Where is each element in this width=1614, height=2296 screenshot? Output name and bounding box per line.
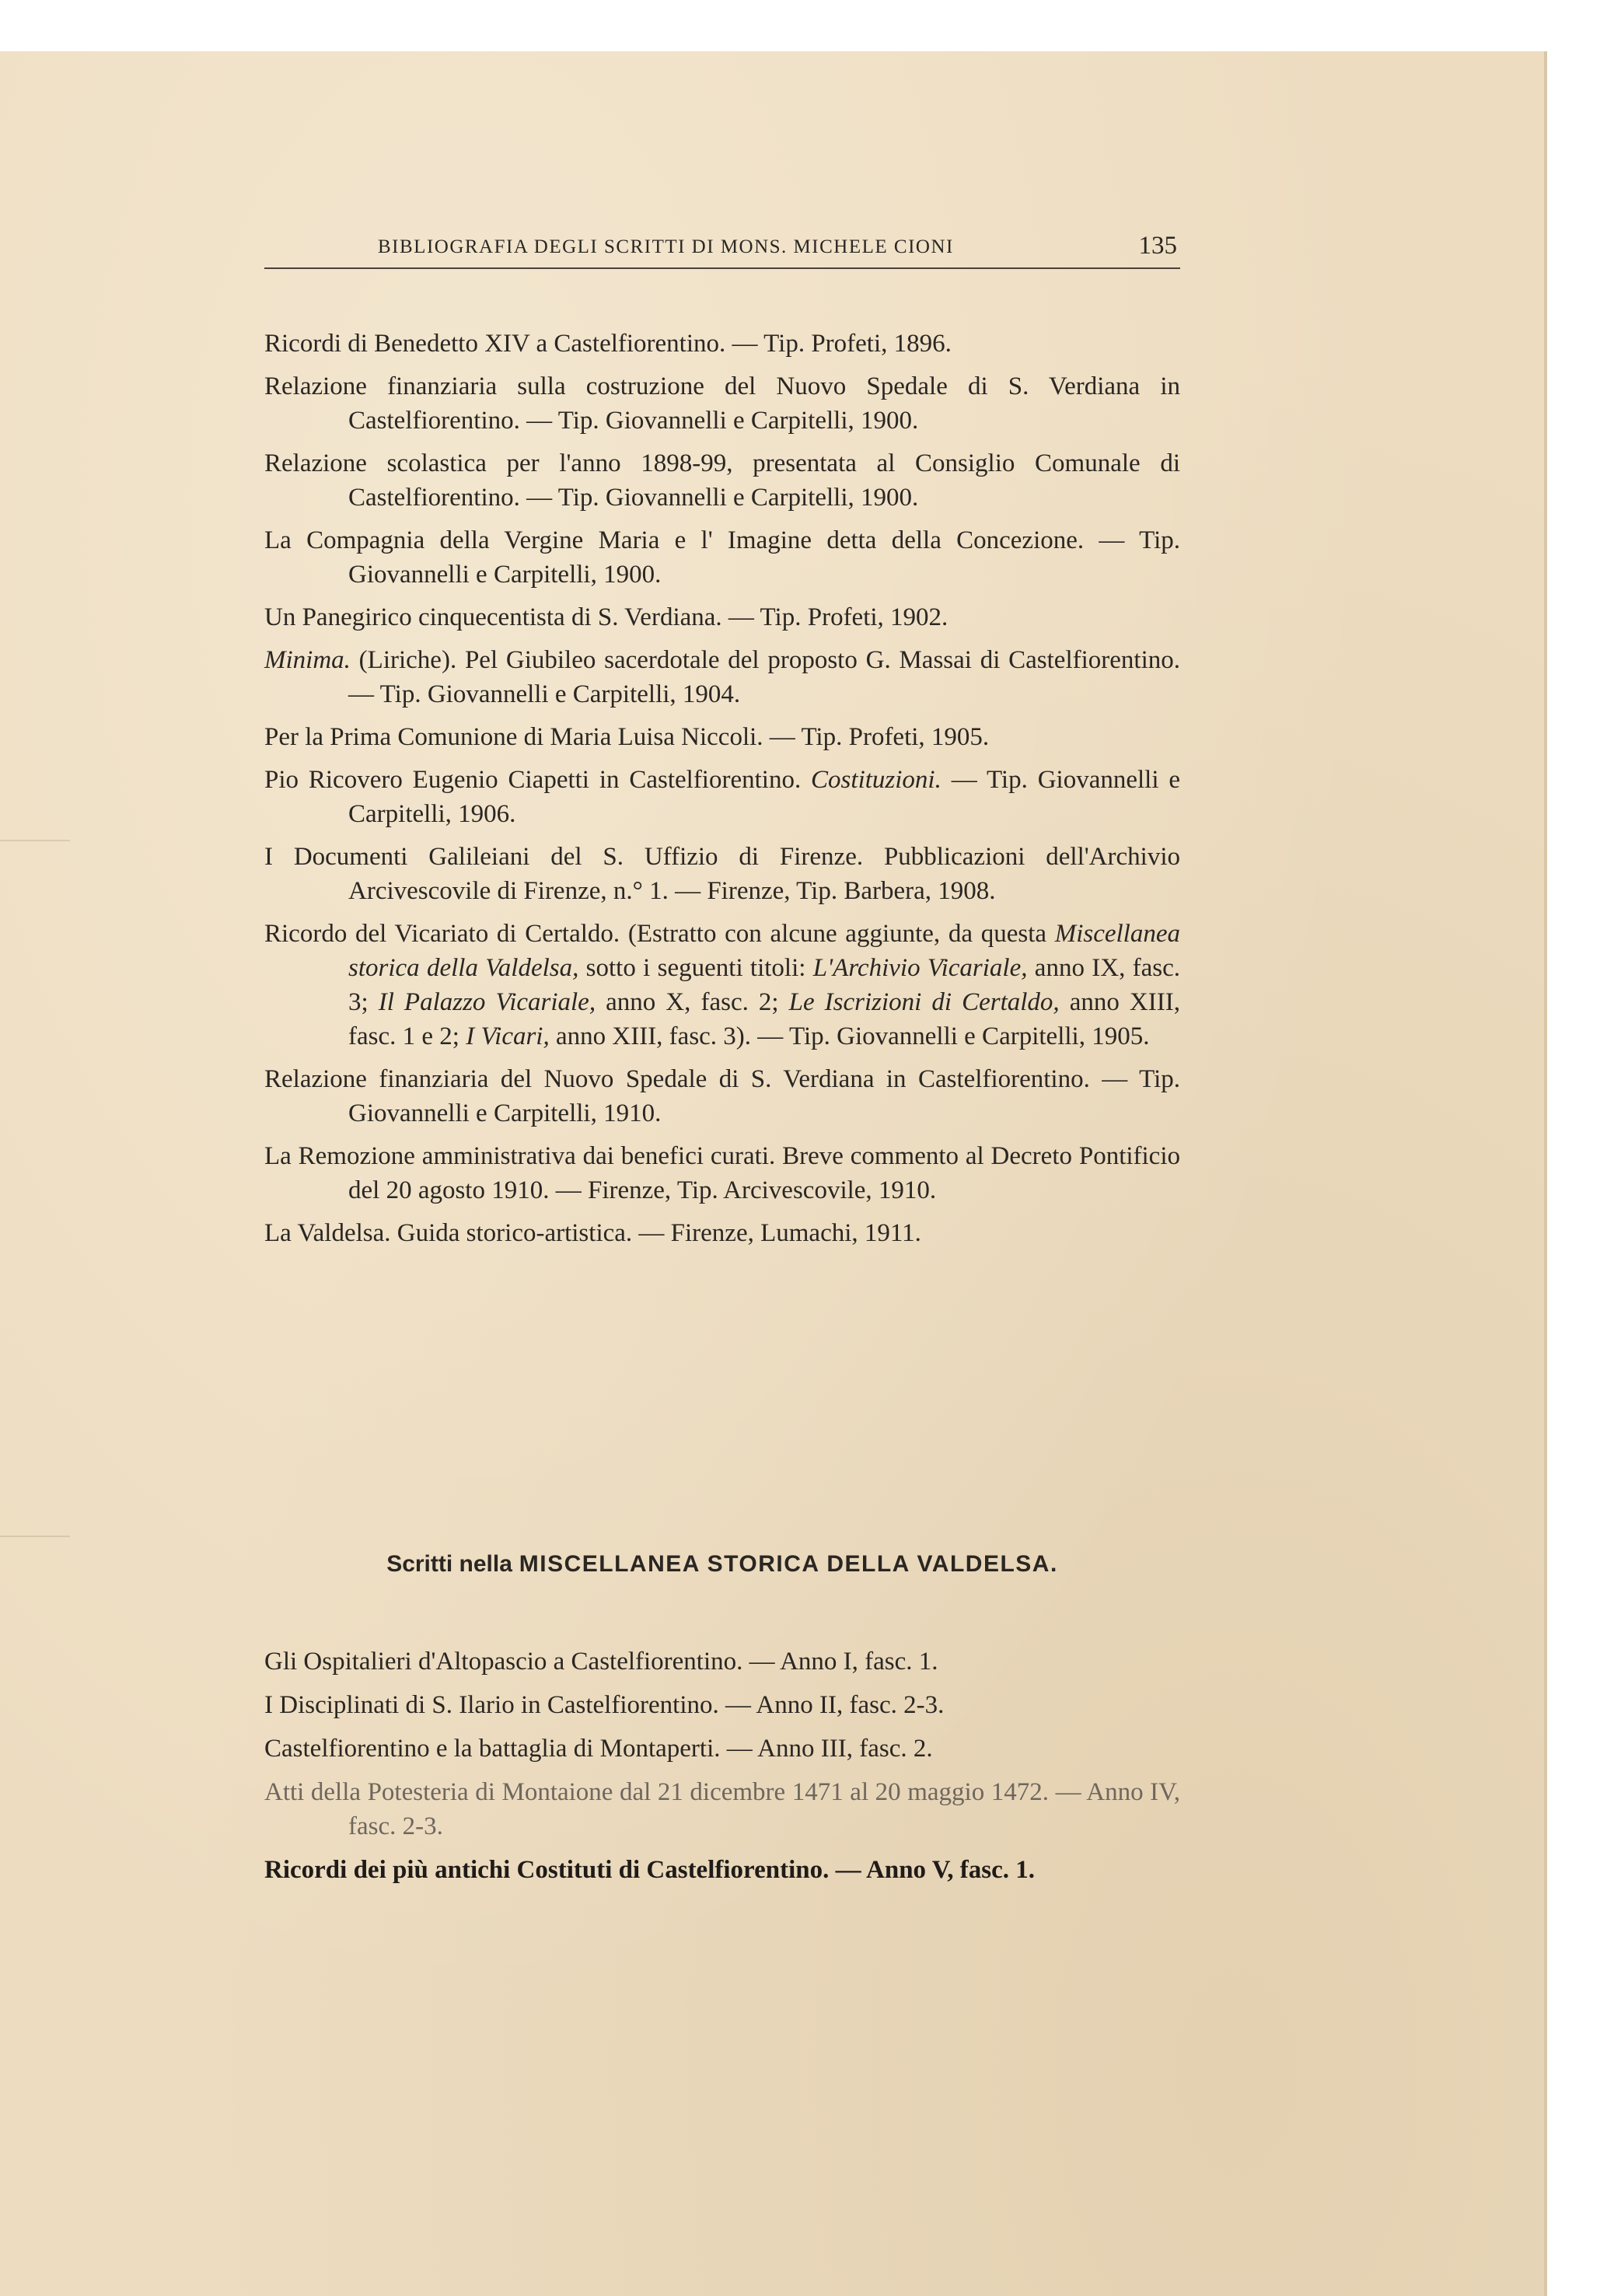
bibliography-entry: I Documenti Galileiani del S. Uffizio di Firenze. Pubblicazioni dell'Archivio Arcivescovile di Firenze, n.° 1. — Firenze, Tip. Barbera, 1908.	[264, 843, 1180, 905]
paper-edge	[1544, 51, 1547, 2296]
miscellanea-entry: I Disciplinati di S. Ilario in Castelfiorentino. — Anno II, fasc. 2-3.	[264, 1691, 945, 1719]
bibliography-entry: Un Panegirico cinquecentista di S. Verdiana. — Tip. Profeti, 1902.	[264, 603, 948, 631]
page-number: 135	[1138, 232, 1177, 260]
bibliography-entry: Relazione finanziaria del Nuovo Spedale di S. Verdiana in Castelfiorentino. — Tip. Giovannelli e Carpitelli, 1910.	[264, 1065, 1180, 1127]
bibliography-entry: Ricordi di Benedetto XIV a Castelfiorentino. — Tip. Profeti, 1896.	[264, 330, 952, 358]
margin-mark	[0, 840, 70, 841]
miscellanea-entry: Atti della Potesteria di Montaione dal 21 dicembre 1471 al 20 maggio 1472. — Anno IV, fasc. 2-3.	[264, 1778, 1180, 1840]
italic-title: Costituzioni.	[811, 766, 942, 794]
bibliography-entry: Per la Prima Comunione di Maria Luisa Niccoli. — Tip. Profeti, 1905.	[264, 723, 990, 751]
section-heading-title: MISCELLANEA STORICA DELLA VALDELSA.	[519, 1551, 1058, 1577]
bibliography-entry: Pio Ricovero Eugenio Ciapetti in Castelfiorentino. Costituzioni. — Tip. Giovannelli e Carpitelli, 1906.	[264, 766, 1180, 828]
section-heading	[264, 1551, 1180, 1578]
italic-title: Le Iscrizioni di Certaldo,	[788, 988, 1060, 1016]
running-title: BIBLIOGRAFIA DEGLI SCRITTI DI MONS. MICHELE CIONI	[378, 236, 954, 257]
section-heading-lead: Scritti nella	[386, 1551, 512, 1577]
italic-title: Minima.	[264, 646, 351, 674]
bibliography-list	[264, 327, 1180, 1259]
bibliography-entry: Relazione finanziaria sulla costruzione del Nuovo Spedale di S. Verdiana in Castelfiorentino. — Tip. Giovannelli e Carpitelli, 1900.	[264, 372, 1180, 435]
miscellanea-entry: Castelfiorentino e la battaglia di Montaperti. — Anno III, fasc. 2.	[264, 1735, 933, 1763]
italic-title: L'Archivio Vicariale,	[812, 954, 1028, 982]
bibliography-entry: La Valdelsa. Guida storico-artistica. — Firenze, Lumachi, 1911.	[264, 1219, 921, 1247]
bibliography-entry: Minima. (Liriche). Pel Giubileo sacerdotale del proposto G. Massai di Castelfiorentino. — Tip. Giovannelli e Carpitelli, 1904.	[264, 646, 1180, 708]
margin-mark	[0, 1536, 70, 1537]
bibliography-entry: Ricordo del Vicariato di Certaldo. (Estratto con alcune aggiunte, da questa Miscellanea storica della Valdelsa, sotto i seguenti titoli: L'Archivio Vicariale, anno IX, fasc. 3; Il Palazzo Vicariale, anno X, fasc. 2; Le Iscrizioni di Certaldo, anno XIII, fasc. 1 e 2; I Vicari, anno XIII, fasc. 3). — Tip. Giovannelli e Carpitelli, 1905.	[264, 920, 1181, 1050]
bibliography-entry: Relazione scolastica per l'anno 1898-99, presentata al Consiglio Comunale di Castelfiorentino. — Tip. Giovannelli e Carpitelli, 1900.	[264, 449, 1180, 512]
italic-title: Miscellanea storica della Valdelsa,	[348, 920, 1180, 982]
italic-title: I Vicari,	[466, 1022, 550, 1050]
bibliography-entry: La Compagnia della Vergine Maria e l' Imagine detta della Concezione. — Tip. Giovannelli e Carpitelli, 1900.	[264, 526, 1180, 589]
miscellanea-entry: Gli Ospitalieri d'Altopascio a Castelfiorentino. — Anno I, fasc. 1.	[264, 1648, 938, 1676]
miscellanea-entry: Ricordi dei più antichi Costituti di Castelfiorentino. — Anno V, fasc. 1.	[264, 1856, 1036, 1884]
bibliography-entry: La Remozione amministrativa dai benefici curati. Breve commento al Decreto Pontificio del 20 agosto 1910. — Firenze, Tip. Arcivescovile, 1910.	[264, 1142, 1180, 1204]
italic-title: Il Palazzo Vicariale,	[378, 988, 596, 1016]
running-head	[264, 233, 1180, 269]
miscellanea-list	[264, 1644, 1180, 1896]
